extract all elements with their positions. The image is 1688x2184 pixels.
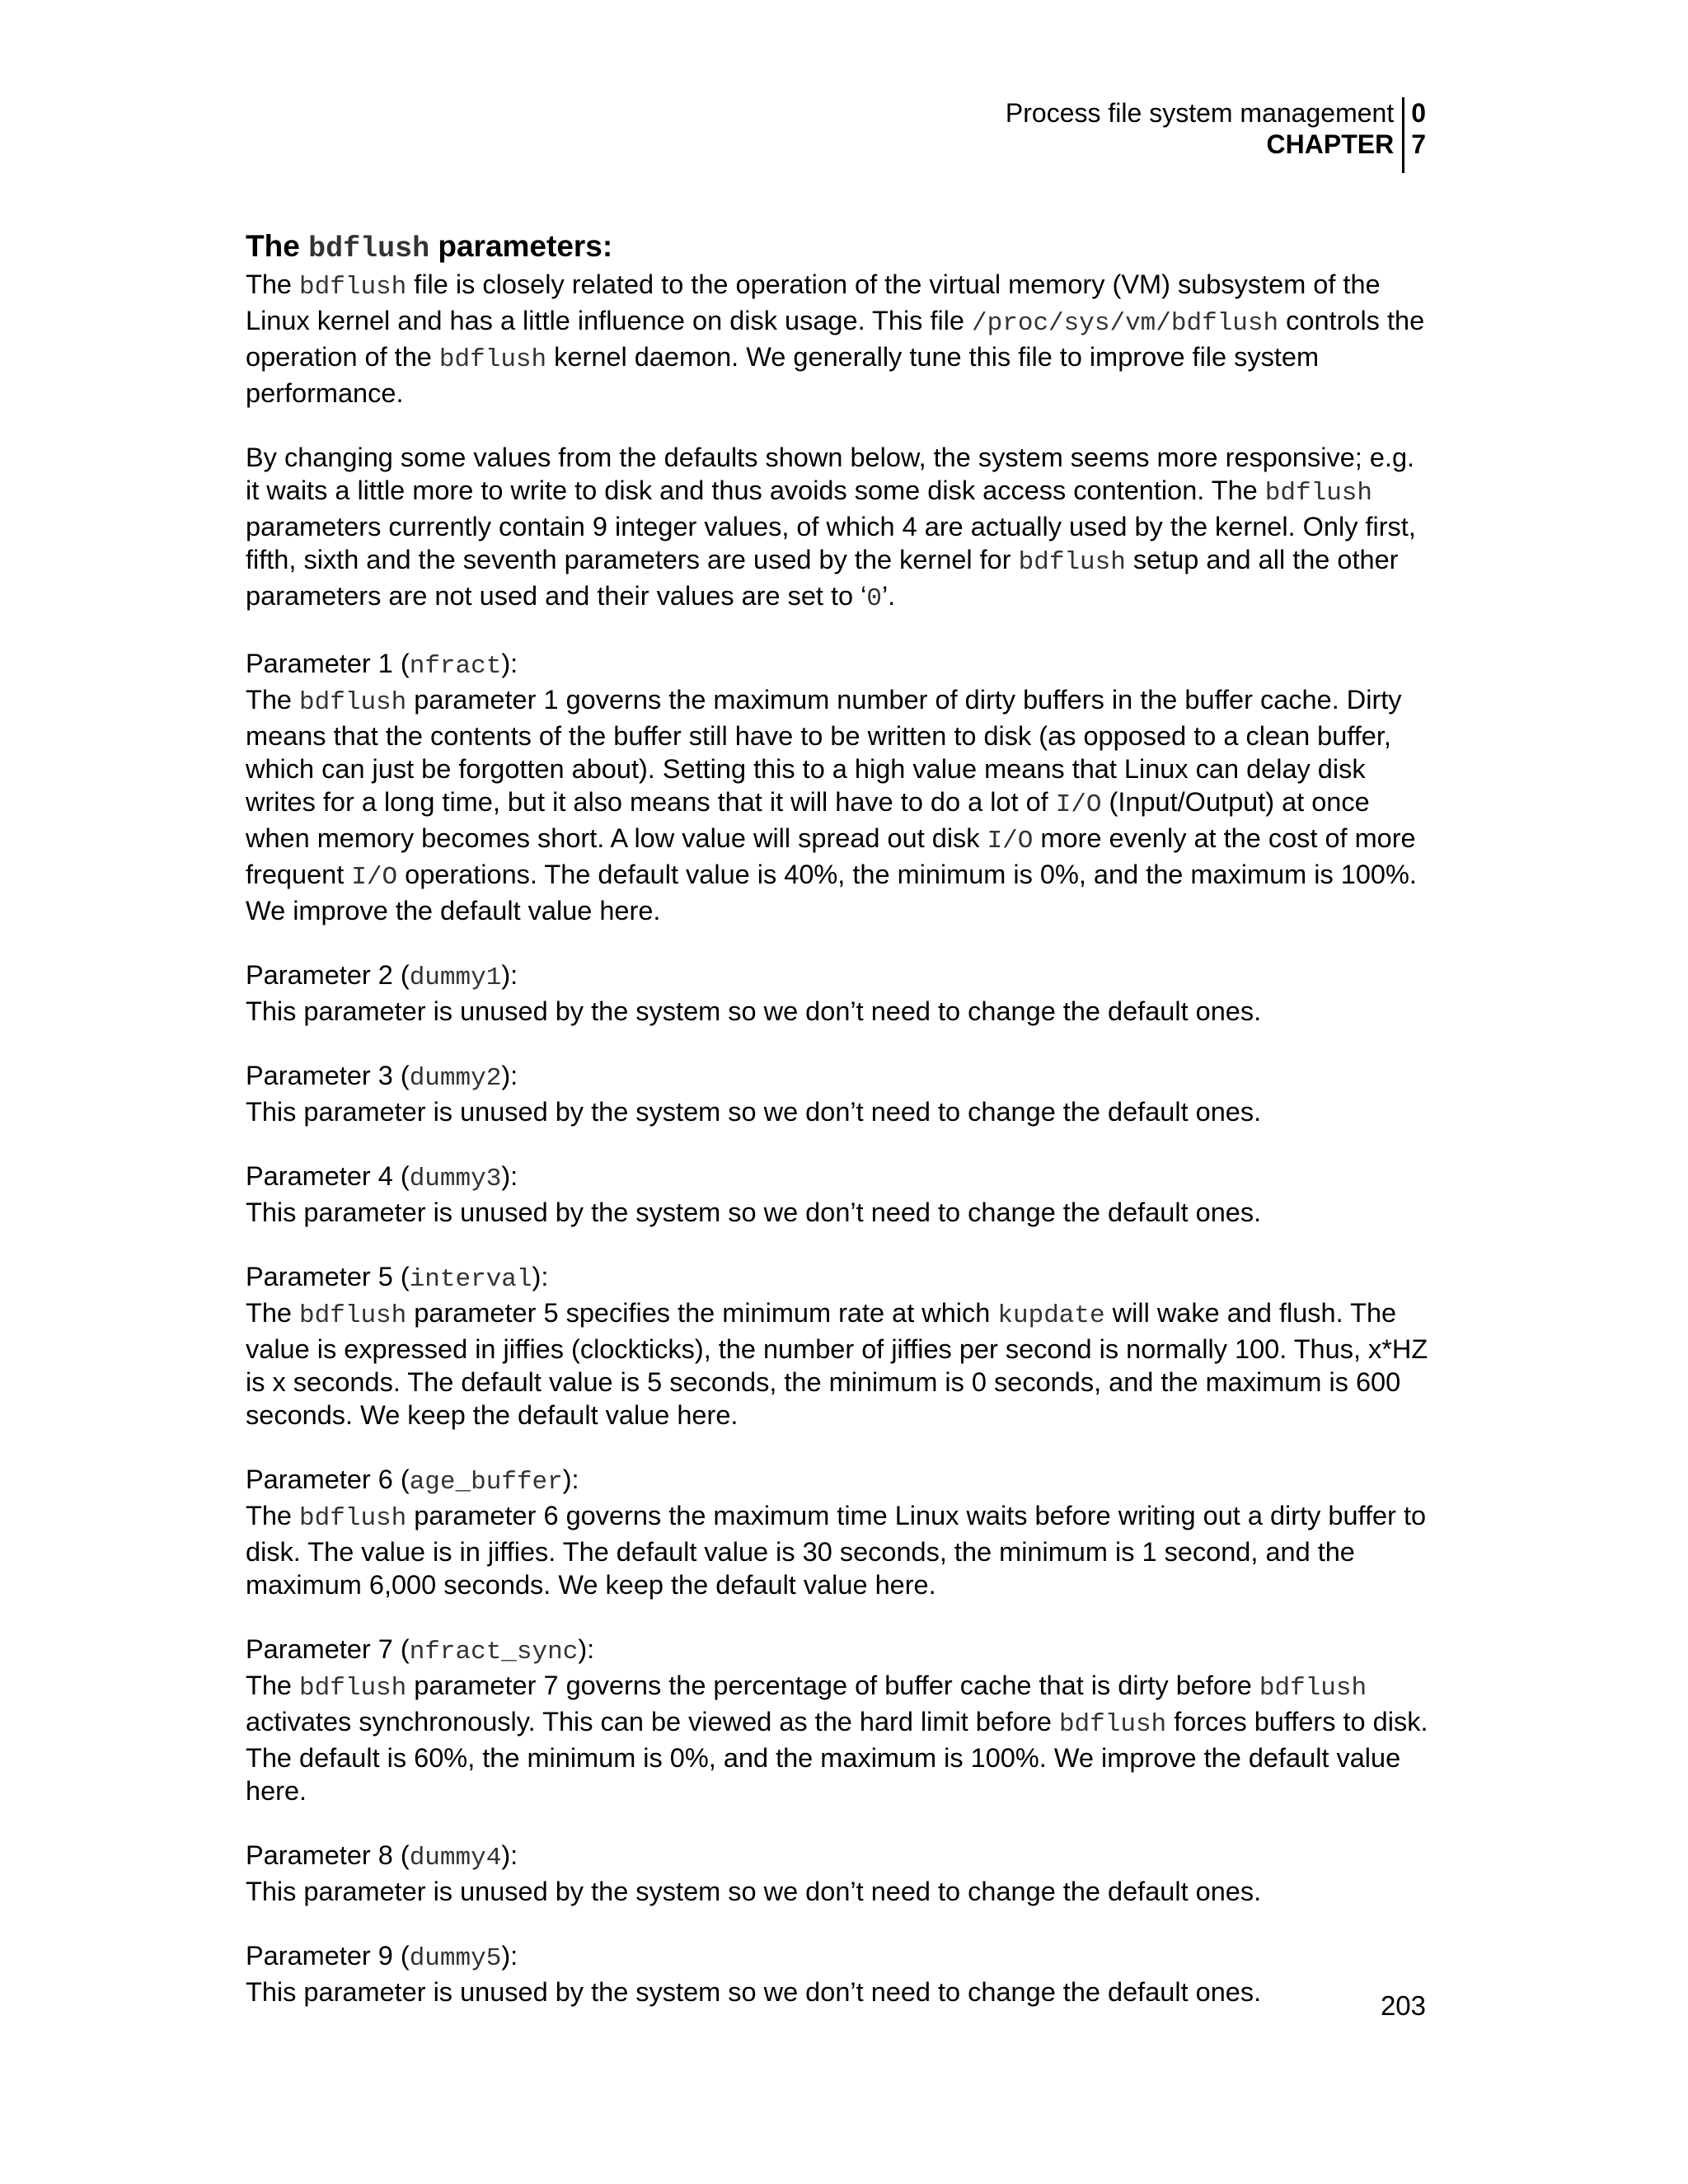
running-header [1006,97,1426,173]
section-heading [246,227,1432,268]
heading-code: bdflush [308,232,430,265]
chapter-digit-1: 0 [1411,98,1426,128]
header-chapter-label: CHAPTER [1266,129,1395,159]
parameter-4-title: Parameter 4 (dummy3): [246,1161,518,1193]
main-content [246,227,1432,2040]
chapter-digit-2: 7 [1411,129,1426,159]
parameter-8 [246,1839,1432,1908]
parameter-9-description: This parameter is unused by the system so we don’t need to change the default ones. [246,1977,1262,2007]
parameter-3-description: This parameter is unused by the system so we don’t need to change the default ones. [246,1097,1262,1127]
parameter-3 [246,1059,1432,1128]
parameter-2-title: Parameter 2 (dummy1): [246,960,518,992]
page-number: 203 [1380,1990,1426,2021]
parameter-6-title: Parameter 6 (age_buffer): [246,1465,579,1497]
parameter-5-description: The bdflush parameter 5 specifies the minimum rate at which kupdate will wake and flush. The value is expressed in jiffies (clockticks), the number of jiffies per second is normally 100. Thus, x*HZ is x seconds. The default value is 5 seconds, the minimum is 0 seconds, and the maximum is 600 seconds. We keep the default value here. [246,1298,1428,1430]
parameter-5 [246,1260,1432,1432]
parameter-2 [246,958,1432,1028]
parameter-7-description: The bdflush parameter 7 governs the percentage of buffer cache that is dirty before bdflush activates synchronously. This can be viewed as the hard limit before bdflush forces buffers to disk. The default is 60%, the minimum is 0%, and the maximum is 100%. We improve the default value here. [246,1671,1428,1806]
header-chapter-number [1404,97,1426,173]
parameter-9-title: Parameter 9 (dummy5): [246,1941,518,1973]
parameter-7 [246,1633,1432,1807]
parameter-7-title: Parameter 7 (nfract_sync): [246,1634,595,1666]
heading-suffix: parameters: [429,229,613,263]
parameter-3-title: Parameter 3 (dummy2): [246,1061,518,1093]
parameter-1-description: The bdflush parameter 1 governs the maximum number of dirty buffers in the buffer cache. Dirty means that the contents of the buffer still have to be written to disk (as opposed to a clean buffer, which can just be forgotten about). Setting this to a high value means that Linux can delay disk writes for a long time, but it also means that it will have to do a lot of I/O (Input/Output) at once when memory becomes short. A low value will spread out disk I/O more evenly at the cost of more frequent I/O operations. The default value is 40%, the minimum is 0%, and the maximum is 100%. We improve the default value here. [246,685,1417,926]
parameter-4 [246,1160,1432,1229]
header-text [1006,97,1404,173]
parameter-6-description: The bdflush parameter 6 governs the maximum time Linux waits before writing out a dirty buffer to disk. The value is in jiffies. The default value is 30 seconds, the minimum is 1 second, and the maximum 6,000 seconds. We keep the default value here. [246,1501,1427,1600]
intro-paragraph-2: By changing some values from the defaults shown below, the system seems more responsive; e.g. it waits a little more to write to disk and thus avoids some disk access contention. The bdflush parameters currently contain 9 integer values, of which 4 are actually used by the kernel. Only first, fifth, sixth and the seventh parameters are used by the kernel for bdflush setup and all the other parameters are not used and their values are set to ‘0’. [246,443,1416,613]
parameter-1-title: Parameter 1 (nfract): [246,649,518,681]
parameter-8-title: Parameter 8 (dummy4): [246,1840,518,1872]
parameter-6 [246,1463,1432,1601]
intro-paragraph-1: The bdflush file is closely related to the operation of the virtual memory (VM) subsystem of the Linux kernel and has a little influence on disk usage. This file /proc/sys/vm/bdflush controls the operation of the bdflush kernel daemon. We generally tune this file to improve file system performance. [246,269,1425,408]
parameter-5-title: Parameter 5 (interval): [246,1262,549,1294]
parameter-4-description: This parameter is unused by the system so we don’t need to change the default ones. [246,1197,1262,1227]
header-title: Process file system management [1005,98,1395,128]
parameter-9 [246,1939,1432,2008]
parameter-1 [246,647,1432,927]
heading-prefix: The [246,229,309,263]
parameter-8-description: This parameter is unused by the system so we don’t need to change the default ones. [246,1877,1262,1906]
parameter-2-description: This parameter is unused by the system so we don’t need to change the default ones. [246,996,1262,1026]
